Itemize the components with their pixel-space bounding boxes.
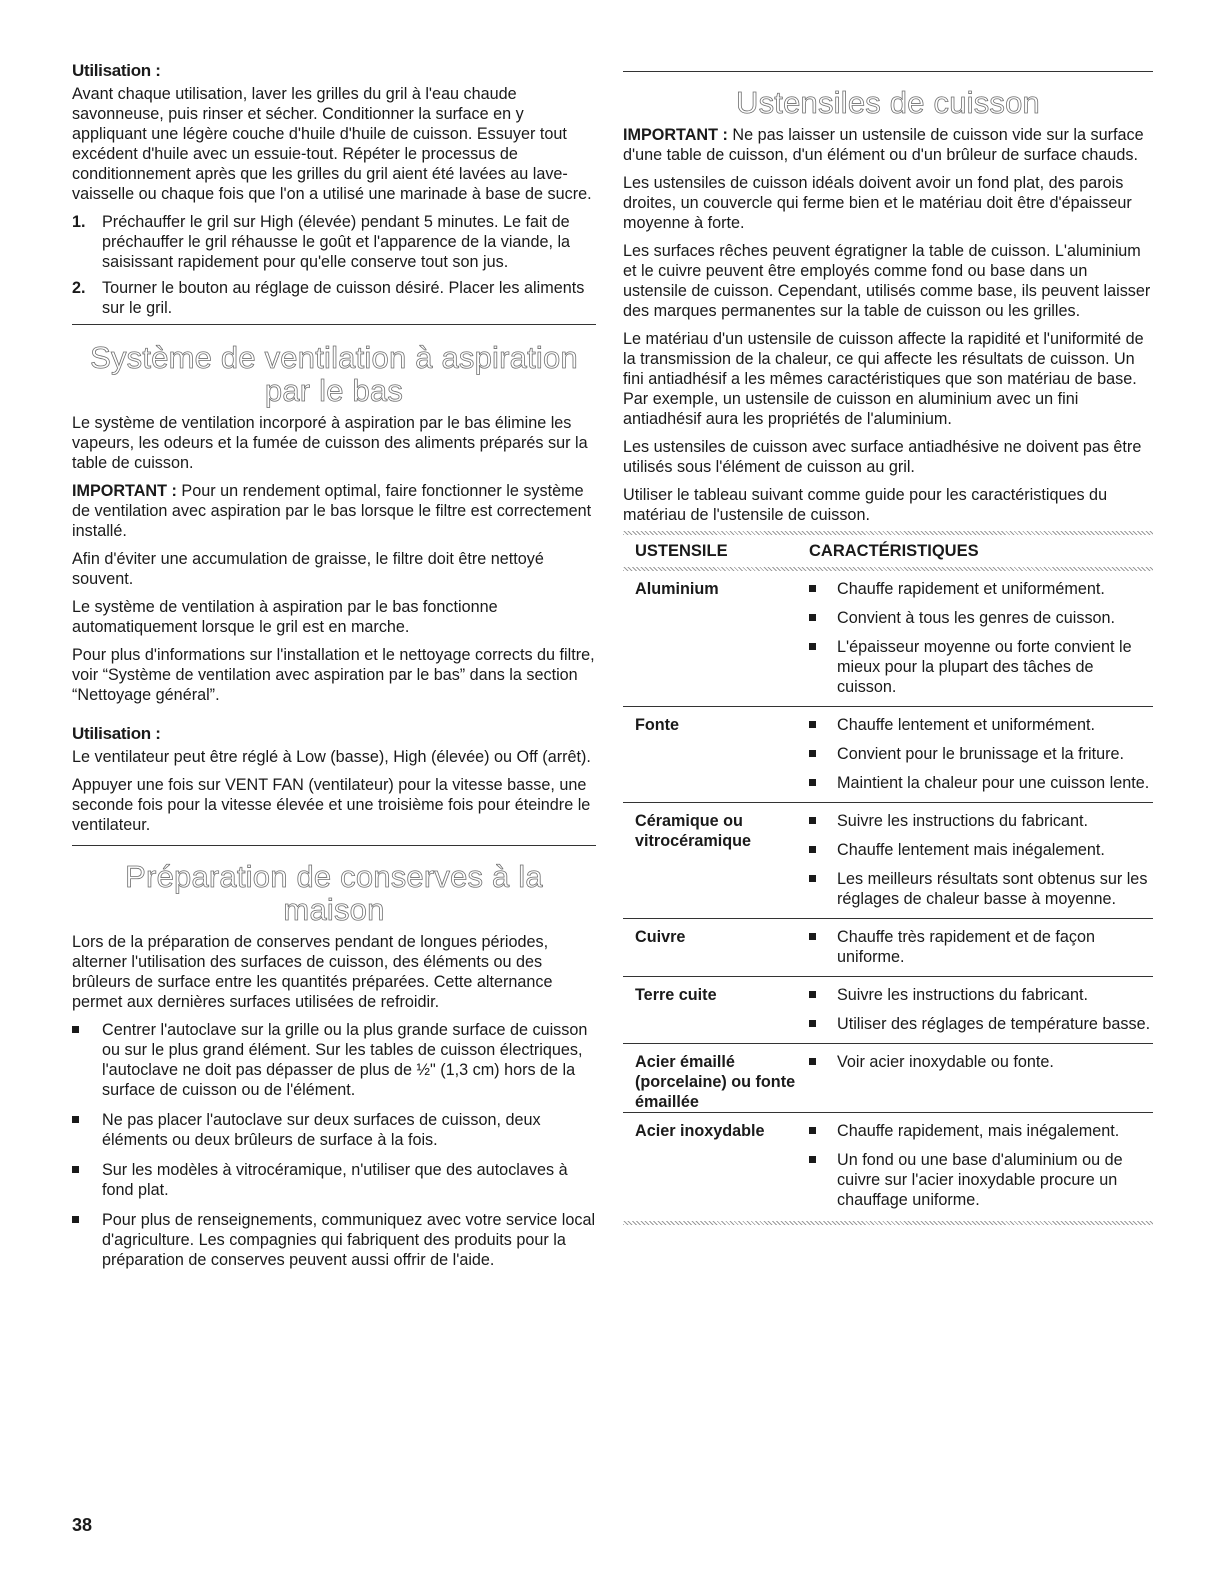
ventilation-important <box>72 481 596 541</box>
cookware-material-name: Fonte <box>623 707 809 803</box>
ventilation-p3: Le système de ventilation à aspiration par le bas fonctionne automatiquement lorsque le gril est en marche. <box>72 598 498 636</box>
characteristic-text: Utiliser des réglages de température basse. <box>837 1015 1151 1033</box>
square-bullet-icon <box>809 1156 816 1163</box>
canning-bullets <box>72 1020 596 1270</box>
step-number: 1. <box>72 213 86 231</box>
canning-title: Préparation de conserves à la maison <box>125 859 543 927</box>
characteristic-item <box>809 715 1153 735</box>
grill-use-intro: Avant chaque utilisation, laver les grilles du gril à l'eau chaude savonneuse, puis rinser et sécher. Conditionner la surface en y appliquant une légère couche d'huile d'huile de cuisson. Essuyer tout excédent d'huile avec un essuie-tout. Répéter le processus de conditionnement après que les grilles du gril aient été lavées au lave-vaisselle ou chaque fois que l'on a utilisé une marinade à base de sucre. <box>72 85 592 203</box>
cookware-material-name: Cuivre <box>623 919 809 977</box>
cookware-p3: Le matériau d'un ustensile de cuisson affecte la rapidité et l'uniformité de la transmission de la chaleur, ce qui affecte les résultats de cuisson. Un fini antiadhésif a les mêmes caractéristiques que son matériau de base. Par exemple, un ustensile de cuisson en aluminium avec un fini antiadhésif aura les propriétés de l'aluminium. <box>623 330 1144 428</box>
characteristics-list <box>809 715 1153 793</box>
square-bullet-icon <box>809 750 816 757</box>
cookware-p2: Les surfaces rêches peuvent égratigner la table de cuisson. L'aluminium et le cuivre peuvent être employés comme fond ou base dans un ustensile de cuisson. Cependant, utilisés comme base, ils peuvent laisser des marques permanentes sur la table de cuisson ou les grilles. <box>623 242 1151 320</box>
page-number: 38 <box>72 1515 93 1535</box>
cookware-title: Ustensiles de cuisson <box>735 85 1040 120</box>
characteristics-list <box>809 985 1153 1034</box>
step-text: Tourner le bouton au réglage de cuisson désiré. Placer les aliments sur le gril. <box>102 279 585 317</box>
characteristic-text: Voir acier inoxydable ou fonte. <box>837 1053 1054 1071</box>
square-bullet-icon <box>809 875 816 882</box>
ventilation-use-p2: Appuyer une fois sur VENT FAN (ventilateur) pour la vitesse basse, une seconde fois pour la vitesse élevée et une troisième fois pour éteindre le ventilateur. <box>72 776 591 834</box>
table-row <box>623 707 1153 803</box>
characteristic-item <box>809 1052 1153 1072</box>
table-header-characteristics: CARACTÉRISTIQUES <box>809 542 979 560</box>
table-row <box>623 1044 1153 1113</box>
canning-bullet: Pour plus de renseignements, communiquez avec votre service local d'agriculture. Les compagnies qui fabriquent des produits pour la préparation de conserves peuvent aussi offrir de l'aide. <box>72 1210 596 1270</box>
cookware-characteristics <box>809 707 1153 803</box>
grill-use-section <box>72 60 596 318</box>
characteristic-item <box>809 608 1153 628</box>
characteristic-text: Chauffe lentement mais inégalement. <box>837 841 1105 859</box>
square-bullet-icon <box>809 933 816 940</box>
cookware-p1: Les ustensiles de cuisson idéals doivent avoir un fond plat, des parois droites, un couvercle qui ferme bien et le matériau doit être d'épaisseur moyenne à forte. <box>623 174 1132 232</box>
characteristic-item <box>809 744 1153 764</box>
grill-step <box>72 212 596 272</box>
characteristic-text: Maintient la chaleur pour une cuisson lente. <box>837 774 1150 792</box>
characteristic-text: Un fond ou une base d'aluminium ou de cuivre sur l'acier inoxydable procure un chauffage uniforme. <box>837 1151 1123 1209</box>
characteristic-text: Suivre les instructions du fabricant. <box>837 986 1089 1004</box>
cookware-characteristics <box>809 919 1153 977</box>
characteristics-list <box>809 1052 1153 1072</box>
characteristic-text: Chauffe rapidement, mais inégalement. <box>837 1122 1120 1140</box>
square-bullet-icon <box>809 614 816 621</box>
cookware-p4: Les ustensiles de cuisson avec surface antiadhésive ne doivent pas être utilisés sous l'élément de cuisson au gril. <box>623 438 1142 476</box>
cookware-p5: Utiliser le tableau suivant comme guide pour les caractéristiques du matériau de l'ustensile de cuisson. <box>623 486 1108 524</box>
cookware-characteristics <box>809 1113 1153 1220</box>
characteristic-text: Chauffe très rapidement et de façon uniforme. <box>837 928 1095 966</box>
characteristic-item <box>809 1150 1153 1210</box>
square-bullet-icon <box>72 1116 79 1123</box>
canning-bullet: Centrer l'autoclave sur la grille ou la plus grande surface de cuisson ou sur le plus grand élément. Sur les tables de cuisson électriques, l'autoclave ne doit pas dépasser de plus de ½" (1,3 cm) hors de la surface de cuisson ou de l'élément. <box>72 1020 596 1100</box>
cookware-material-name: Aluminium <box>635 580 719 598</box>
characteristic-text: Convient pour le brunissage et la friture. <box>837 745 1125 763</box>
table-row <box>623 571 1153 707</box>
characteristic-text: Chauffe lentement et uniformément. <box>837 716 1095 734</box>
ventilation-p1: Le système de ventilation incorporé à aspiration par le bas élimine les vapeurs, les odeurs et la fumée de cuisson des aliments préparés sur la table de cuisson. <box>72 414 588 472</box>
square-bullet-icon <box>809 643 816 650</box>
table-header-row <box>623 535 1153 567</box>
cookware-important <box>623 125 1153 165</box>
cookware-characteristics <box>809 571 1153 707</box>
ventilation-section <box>72 325 596 835</box>
canning-bullet: Ne pas placer l'autoclave sur deux surfaces de cuisson, deux éléments ou deux brûleurs de surface à la fois. <box>72 1110 596 1150</box>
table-row <box>623 1113 1153 1220</box>
characteristic-text: Chauffe rapidement et uniformément. <box>837 580 1105 598</box>
characteristics-list <box>809 579 1153 697</box>
canning-bullet: Sur les modèles à vitrocéramique, n'utiliser que des autoclaves à fond plat. <box>72 1160 596 1200</box>
characteristic-text: Convient à tous les genres de cuisson. <box>837 609 1116 627</box>
important-text: Ne pas laisser un ustensile de cuisson vide sur la surface d'une table de cuisson, d'un élément ou d'un brûleur de surface chauds. <box>623 126 1144 164</box>
characteristic-item <box>809 840 1153 860</box>
characteristic-item <box>809 811 1153 831</box>
ventilation-use-p1: Le ventilateur peut être réglé à Low (basse), High (élevée) ou Off (arrêt). <box>72 748 591 766</box>
characteristic-item <box>809 869 1153 909</box>
grill-use-heading: Utilisation : <box>72 61 161 80</box>
characteristics-list <box>809 1121 1153 1210</box>
square-bullet-icon <box>809 1020 816 1027</box>
table-row <box>623 919 1153 977</box>
cookware-table <box>623 535 1153 1219</box>
ventilation-title: Système de ventilation à aspiration par le bas <box>90 340 578 408</box>
cookware-section <box>623 72 1153 525</box>
ventilation-p2: Afin d'éviter une accumulation de graisse, le filtre doit être nettoyé souvent. <box>72 550 544 588</box>
characteristic-item <box>809 773 1153 793</box>
square-bullet-icon <box>809 721 816 728</box>
characteristic-item <box>809 927 1153 967</box>
characteristic-text: L'épaisseur moyenne ou forte convient le mieux pour la plupart des tâches de cuisson. <box>837 638 1132 696</box>
step-number: 2. <box>72 279 86 297</box>
grill-steps-list <box>72 212 596 318</box>
table-bottom-band <box>623 1221 1153 1225</box>
square-bullet-icon <box>809 585 816 592</box>
important-text: Pour un rendement optimal, faire fonctionner le système de ventilation avec aspiration par le bas lorsque le filtre est correctement installé. <box>72 482 592 540</box>
table-header-cookware: USTENSILE <box>635 542 728 560</box>
characteristics-list <box>809 811 1153 909</box>
right-column <box>623 71 1153 1225</box>
canning-section <box>72 846 596 1270</box>
cookware-material-name: Céramique ou vitrocéramique <box>623 803 809 919</box>
characteristic-text: Les meilleurs résultats sont obtenus sur les réglages de chaleur basse à moyenne. <box>837 870 1148 908</box>
table-row <box>623 803 1153 919</box>
characteristic-item <box>809 985 1153 1005</box>
ventilation-use-heading: Utilisation : <box>72 724 161 743</box>
characteristic-item <box>809 1014 1153 1034</box>
characteristic-item <box>809 637 1153 697</box>
cookware-characteristics <box>809 977 1153 1044</box>
characteristic-text: Suivre les instructions du fabricant. <box>837 812 1089 830</box>
cookware-material-name: Terre cuite <box>623 977 809 1044</box>
table-row <box>623 977 1153 1044</box>
important-label: IMPORTANT : <box>72 482 177 500</box>
step-text: Préchauffer le gril sur High (élevée) pendant 5 minutes. Le fait de préchauffer le gril réhausse le goût et l'apparence de la viande, la saisissant rapidement pour qu'elle conserve tout son jus. <box>102 213 571 271</box>
grill-step <box>72 278 596 318</box>
left-column <box>72 60 596 1280</box>
cookware-material-name: Acier émaillé (porcelaine) ou fonte émaillée <box>623 1044 809 1113</box>
table-body <box>623 571 1153 1219</box>
characteristics-list <box>809 927 1153 967</box>
square-bullet-icon <box>72 1166 79 1173</box>
characteristic-item <box>809 1121 1153 1141</box>
ventilation-p4: Pour plus d'informations sur l'installation et le nettoyage corrects du filtre, voir “Système de ventilation avec aspiration par le bas” dans la section “Nettoyage général”. <box>72 646 595 704</box>
square-bullet-icon <box>809 1127 816 1134</box>
cookware-material-name: Acier inoxydable <box>623 1113 809 1220</box>
cookware-characteristics <box>809 803 1153 919</box>
square-bullet-icon <box>809 817 816 824</box>
cookware-characteristics <box>809 1044 1153 1113</box>
square-bullet-icon <box>809 1058 816 1065</box>
square-bullet-icon <box>809 846 816 853</box>
characteristic-item <box>809 579 1153 599</box>
canning-intro: Lors de la préparation de conserves pendant de longues périodes, alterner l'utilisation des surfaces de cuisson, des éléments ou des brûleurs de surface entre les quantités préparées. Cette alternance permet aux dernières surfaces utilisées de refroidir. <box>72 933 553 1011</box>
important-label: IMPORTANT : <box>623 126 728 144</box>
square-bullet-icon <box>809 991 816 998</box>
square-bullet-icon <box>72 1216 79 1223</box>
square-bullet-icon <box>809 779 816 786</box>
square-bullet-icon <box>72 1026 79 1033</box>
